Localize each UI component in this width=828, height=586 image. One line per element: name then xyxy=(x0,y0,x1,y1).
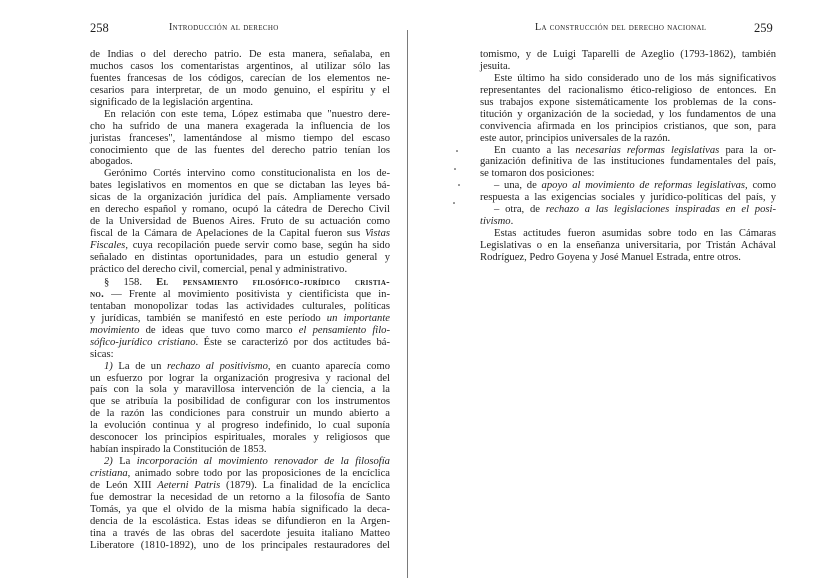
text-line: conocimiento que de las fuentes del derecho patrio tenían los xyxy=(90,144,390,156)
text-line: ganización definitiva de las instituciones fundamentales del país, xyxy=(480,156,776,168)
text-line: tomismo, y de Luigi Taparelli de Azeglio (1793-1862), también xyxy=(480,49,776,60)
text-line: en derecho español y romano, ocupó la cátedra de Derecho Civil xyxy=(90,204,390,216)
text-line: sicas: xyxy=(90,348,114,360)
text-line: titución y organización de la sociedad, y los fundamentos de una xyxy=(480,108,776,120)
text-line: significado de la legislación argentina. xyxy=(90,96,254,108)
text-line: Este último ha sido considerado uno de los más significativos xyxy=(494,72,776,84)
text-line: de la Universidad de Buenos Aires. Fruto de su actuación como xyxy=(90,216,390,228)
page-number-left: 258 xyxy=(90,21,109,35)
running-head-right: La construcción del derecho nacional xyxy=(535,22,707,33)
text-line: señalado en distintas oportunidades, para un estudio general y xyxy=(90,251,390,263)
text-line: tivismo. xyxy=(480,216,514,228)
text-line: Legislativas o en la enseñanza universitaria, por Tristán Achával xyxy=(480,240,776,251)
text-line: Rodríguez, Pedro Goyena y José Manuel Estrada, entre otros. xyxy=(480,251,741,263)
text-line: un esfuerzo por lograr la organización progresiva y racional del xyxy=(90,372,390,384)
text-line: bates legislativos en momentos en que se dictaban las leyes bá- xyxy=(90,180,390,192)
text-line: la evolución continua y al progreso indefinido, lo cual suponía xyxy=(90,420,390,432)
text-line: fiscal de la Cámara de Apelaciones de la Capital fueron sus Vistas xyxy=(90,228,390,240)
text-line: desconocer los principios espirituales, morales y religiosos que xyxy=(90,432,390,444)
speck xyxy=(458,184,460,186)
text-line: convivencia afirmada en los principios cristianos, que son, para xyxy=(480,120,776,132)
dash-item-2: – otra, de rechazo a las legislaciones inspiradas en el posi- xyxy=(494,204,776,216)
text-line: representantes del racionalismo ético-religioso de entonces. En xyxy=(480,84,776,96)
text-line: tentaban monopolizar todas las actividades culturales, políticas xyxy=(90,300,390,312)
text-line: cho ha sufrido de una manera exagerada la influencia de los xyxy=(90,120,390,132)
page-number-right: 259 xyxy=(754,21,773,35)
list-item-1: 1) La de un rechazo al positivismo, en cuanto aparecía como xyxy=(104,360,390,372)
text-line: país con la sola y maravillosa intervención de la ciencia, a la xyxy=(90,384,390,396)
text-line: Gerónimo Cortés intervino como constitucionalista en los de- xyxy=(104,168,390,180)
right-text xyxy=(480,49,776,264)
section-title: El pensamiento filosófico-jurídico cristia- xyxy=(156,277,390,288)
text-line: sus trabajos expone sistemáticamente los problemas de la cons- xyxy=(480,96,776,108)
text-line: Fiscales, cuya recopilación puede servir como base, según ha sido xyxy=(90,240,390,251)
running-head-left: Introducción al derecho xyxy=(169,22,279,33)
text-line: fuentes francesas de los códigos, carecían de los elementos ne- xyxy=(90,72,390,84)
text-line: jesuita. xyxy=(480,60,511,72)
text-line: y jurídicas, también se manifestó en este período un importante xyxy=(90,312,390,324)
text-line: no. — Frente al movimiento positivista y cientificista que in- xyxy=(90,288,391,300)
text-line: respuesta a las exigencias sociales y jurídico-políticas del país, y xyxy=(480,192,776,204)
text-line: sicas de la organización jurídica del país. Ampliamente versado xyxy=(90,192,390,204)
left-text-section-158 xyxy=(90,277,390,552)
dash-item-1: – una, de apoyo al movimiento de reformas legislativas, como xyxy=(494,180,777,192)
text-line: Liberatore (1810-1892), uno de los principales restauradores del xyxy=(90,539,390,551)
text-line: tina a través de las obras del sacerdote jesuita italiano Matteo xyxy=(90,527,390,539)
text-line: abogados. xyxy=(90,156,133,168)
text-line: muchos casos los comentaristas argentinos, al utilizar sólo las xyxy=(90,60,390,72)
book-gutter xyxy=(407,30,408,578)
text-line: Estas actitudes fueron asumidas sobre todo en las Cámaras xyxy=(494,228,776,240)
text-line: movimiento de ideas que tuvo como marco el pensamiento filo- xyxy=(90,324,390,336)
text-line: En cuanto a las necesarias reformas legislativas para la or- xyxy=(494,144,776,156)
list-item-2: 2) La incorporación al movimiento renovador de la filosofía xyxy=(104,456,390,468)
speck xyxy=(454,168,456,170)
text-line: habían inspirado la Constitución de 1853. xyxy=(90,444,267,456)
text-line: dencia de la escolástica. Estas ideas se difundieron en la Argen- xyxy=(90,515,390,527)
text-line: En relación con este tema, López estimaba que "nuestro dere- xyxy=(104,108,390,120)
section-heading xyxy=(90,277,390,289)
section-sign: § 158. xyxy=(104,277,142,288)
text-line: se tomaron dos posiciones: xyxy=(480,168,595,180)
text-line: Tomás, ya que el olvido de la misma había significado la deca- xyxy=(90,503,390,515)
text-line: de Indias o del derecho patrio. De esta manera, señalaba, en xyxy=(90,49,390,60)
text-line: que se atribuía la posibilidad de configurar con los instrumentos xyxy=(90,396,390,408)
text-line: juristas franceses", lamentándose al mismo tiempo del escaso xyxy=(90,132,390,144)
text-line: cesarios para interpretar, de un modo genuino, el espíritu y el xyxy=(90,84,390,96)
text-line: este autor, principios universales de la razón. xyxy=(480,132,671,144)
speck xyxy=(453,202,455,204)
text-line: de León XIII Aeterni Patris (1879). La finalidad de la encíclica xyxy=(90,479,390,491)
text-line: fue demostrar la necesidad de un retorno a la filosofía de Santo xyxy=(90,491,390,503)
left-text-top xyxy=(90,49,390,276)
text-line: cristiana, animado sobre todo por las proposiciones de la encíclica xyxy=(90,468,390,479)
scan-specks xyxy=(452,150,468,210)
text-line: práctico del derecho civil, comercial, penal y administrativo. xyxy=(90,263,348,275)
text-line: de la razón las condiciones para construir un mundo abierto a xyxy=(90,408,390,420)
text-line: sófico-jurídico cristiano. Éste se caracterizó por dos actitudes bá- xyxy=(90,336,390,348)
speck xyxy=(456,150,458,152)
